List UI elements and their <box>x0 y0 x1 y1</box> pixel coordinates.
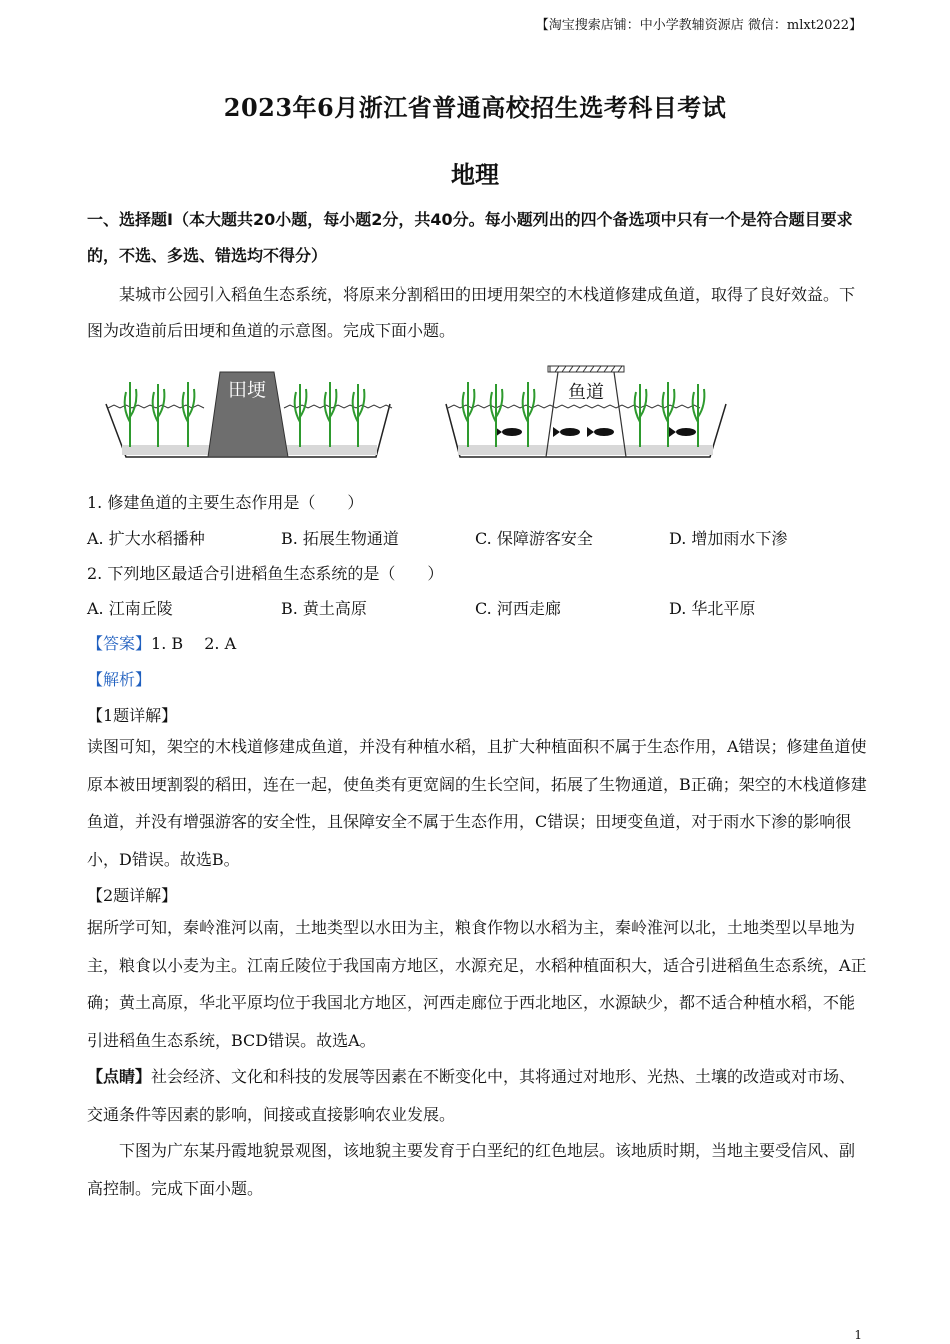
intro-paragraph-1: 某城市公园引入稻鱼生态系统，将原来分割稻田的田埂用架空的木栈道修建成鱼道，取得了良好效益。下图为改造前后田埂和鱼道的示意图。完成下面小题。 <box>87 285 856 340</box>
detail-1-text: 读图可知，架空的木栈道修建成鱼道，并没有种植水稻，且扩大种植面积不属于生态作用，A错误；修建鱼道使原本被田埂割裂的稻田，连在一起，使鱼类有更宽阔的生长空间，拓展了生物通道，B正确；架空的木栈道修建鱼道，并没有增强游客的安全性，且保障安全不属于生态作用，C错误；田埂变鱼道，对于雨水下渗的影响很小，D错误。故选B。 <box>87 737 867 869</box>
intro-paragraph-2: 下图为广东某丹霞地貌景观图，该地貌主要发育于白垩纪的红色地层。该地质时期，当地主要受信风、副高控制。完成下面小题。 <box>87 1141 856 1198</box>
question-2-stem: 2. 下列地区最适合引进稻鱼生态系统的是（ ） <box>87 564 444 583</box>
q1-option-a: A. 扩大水稻播种 <box>87 529 205 548</box>
left-field-diagram <box>106 372 392 457</box>
analysis-tag: 【解析】 <box>87 670 152 689</box>
answer-text: 1. B 2. A <box>151 634 237 653</box>
answer-tag: 【答案】 <box>87 634 152 653</box>
comment-tag: 【点睛】 <box>87 1067 152 1086</box>
answer-line <box>87 631 236 654</box>
fishway-label: 鱼道 <box>568 382 604 403</box>
ridge-fishway-diagram <box>100 362 740 462</box>
q1-option-c: C. 保障游客安全 <box>475 529 593 548</box>
question-1-stem: 1. 修建鱼道的主要生态作用是（ ） <box>87 493 364 512</box>
header-note: 【淘宝搜索店铺：中小学教辅资源店 微信：mlxt2022】 <box>535 18 862 33</box>
page-number: 1 <box>854 1328 862 1342</box>
ridge-label: 田埂 <box>227 379 267 401</box>
q2-option-d: D. 华北平原 <box>669 599 756 618</box>
exam-title: 2023年6月浙江省普通高校招生选考科目考试 <box>223 93 727 122</box>
subject-title: 地理 <box>451 160 499 189</box>
q2-option-c: C. 河西走廊 <box>475 599 561 618</box>
q2-option-a: A. 江南丘陵 <box>87 599 173 618</box>
q1-option-b: B. 拓展生物通道 <box>281 529 399 548</box>
comment-text: 社会经济、文化和科技的发展等因素在不断变化中，其将通过对地形、光热、土壤的改造或对市场、交通条件等因素的影响，间接或直接影响农业发展。 <box>87 1067 856 1124</box>
detail-2-text: 据所学可知，秦岭淮河以南，土地类型以水田为主，粮食作物以水稻为主，秦岭淮河以北，土地类型以旱地为主，粮食以小麦为主。江南丘陵位于我国南方地区，水源充足，水稻种植面积大，适合引进稻鱼生态系统，A正确；黄土高原，华北平原均位于我国北方地区，河西走廊位于西北地区，水源缺少，都不适合种植水稻，不能引进稻鱼生态系统，BCD错误。故选A。 <box>87 918 867 1050</box>
section-heading: 一、选择题Ⅰ（本大题共20小题，每小题2分，共40分。每小题列出的四个备选项中只有一个是符合题目要求的，不选、多选、错选均不得分） <box>87 210 853 265</box>
q2-option-b: B. 黄土高原 <box>281 599 367 618</box>
q1-option-d: D. 增加雨水下渗 <box>669 529 788 548</box>
detail-2-title: 【2题详解】 <box>87 886 178 905</box>
detail-1-title: 【1题详解】 <box>87 706 178 725</box>
comment-paragraph <box>87 1058 867 1133</box>
right-field-diagram <box>446 366 726 457</box>
